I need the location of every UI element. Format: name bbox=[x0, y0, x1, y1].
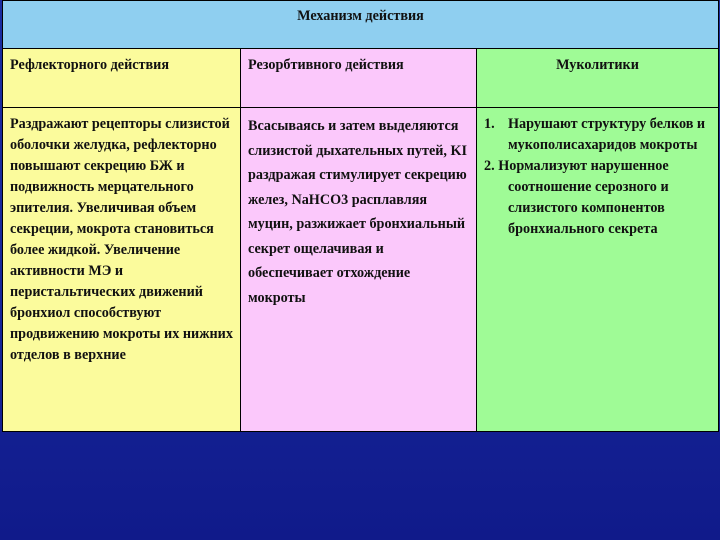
column-header-reflex bbox=[3, 49, 241, 108]
column-header-mucolytics bbox=[477, 49, 719, 108]
resorptive-description-text: Всасываясь и затем выделяются слизистой дыхательных путей, KI раздражая стимулирует секрецию желез, NaHCO3 расплавляя муцин, разжижает бронхиальный секрет ощелачивая и обеспечивает отхождение мокроты bbox=[248, 118, 468, 306]
cell-reflex-description bbox=[3, 108, 241, 432]
mucolytics-list bbox=[484, 114, 711, 240]
list-item-number: 2. bbox=[484, 158, 495, 174]
list-item bbox=[484, 114, 711, 156]
table-header-title: Механизм действия bbox=[297, 8, 424, 24]
column-title-reflex: Рефлекторного действия bbox=[10, 57, 170, 73]
table-header-cell bbox=[3, 1, 719, 49]
reflex-description-text: Раздражают рецепторы слизистой оболочки желудка, рефлекторно повышают секрецию БЖ и подвижность мерцательного эпителия. Увеличивая объем секреции, мокрота становиться более жидкой. Увеличение активности МЭ и перистальтических движений бронхиол способствуют продвижению мокроты их нижних отделов в верхние bbox=[10, 116, 233, 363]
column-title-mucolytics: Муколитики bbox=[556, 57, 639, 73]
list-item bbox=[484, 156, 711, 240]
list-item-text: Нарушают структуру белков и мукополисахаридов мокроты bbox=[508, 116, 706, 153]
list-item-text: Нормализуют нарушенное соотношение серозного и слизистого компонентов бронхиального секрета bbox=[498, 158, 669, 237]
mechanism-table bbox=[2, 0, 719, 432]
column-header-resorptive bbox=[241, 49, 477, 108]
cell-resorptive-description bbox=[241, 108, 477, 432]
cell-mucolytics-description bbox=[477, 108, 719, 432]
list-item-number: 1. bbox=[484, 116, 495, 132]
column-title-resorptive: Резорбтивного действия bbox=[248, 57, 404, 73]
